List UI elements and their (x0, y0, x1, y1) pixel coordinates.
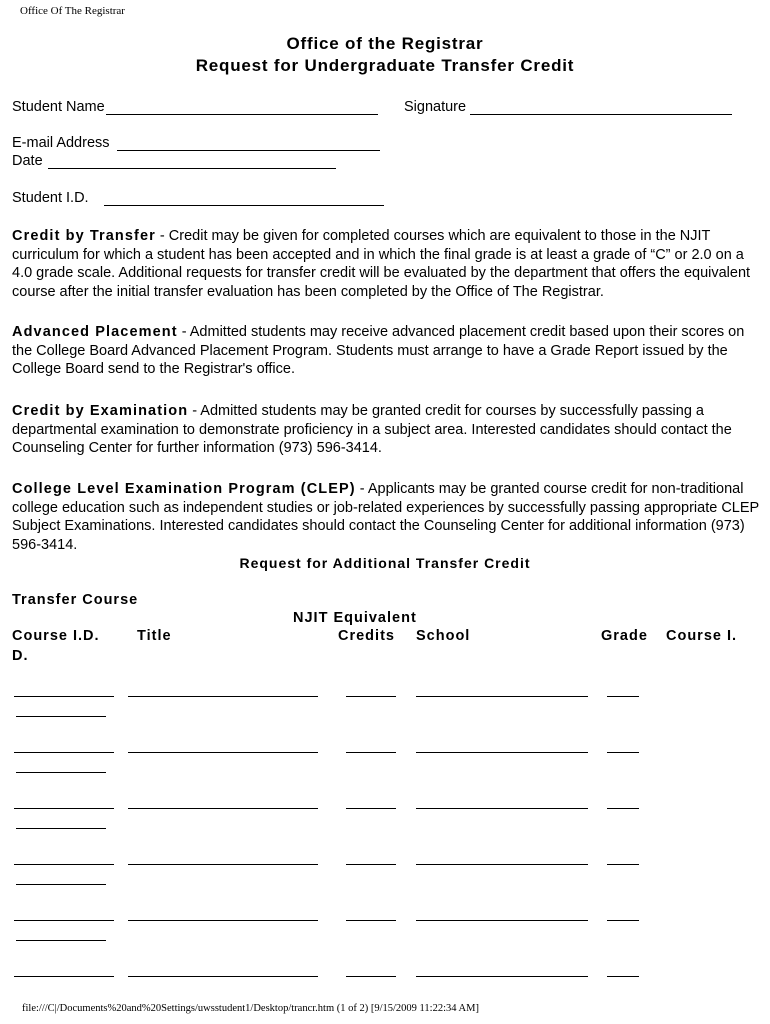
transfer-course-label: Transfer Course (12, 592, 139, 608)
grade-line[interactable] (607, 752, 639, 753)
course-id-line[interactable] (14, 920, 114, 921)
course-id-line[interactable] (14, 808, 114, 809)
date-line[interactable] (48, 168, 336, 169)
title-line[interactable] (128, 808, 318, 809)
school-line[interactable] (416, 976, 588, 977)
date-label: Date (12, 153, 43, 169)
page-title: Office of the Registrar (286, 34, 484, 53)
title-line[interactable] (128, 920, 318, 921)
title-line[interactable] (128, 752, 318, 753)
signature-label: Signature (404, 99, 467, 115)
credits-line[interactable] (346, 864, 396, 865)
course-id-line[interactable] (14, 864, 114, 865)
credits-line[interactable] (346, 752, 396, 753)
course-id-line[interactable] (14, 976, 114, 977)
course-id-line[interactable] (14, 696, 114, 697)
grade-line[interactable] (607, 976, 639, 977)
col-course-id-cont: D. (12, 648, 29, 664)
col-title: Title (137, 628, 172, 644)
grade-line[interactable] (607, 808, 639, 809)
section-text: - Admitted students may be granted credit for courses by successfully passing a departmental examination to demonstrate proficiency in a subject area. Interested candidates should contact the Counseling Center for further information (973) 596-3414. (12, 403, 732, 457)
page-subtitle: Request for Undergraduate Transfer Credit (195, 56, 575, 75)
title-line[interactable] (128, 976, 318, 977)
school-line[interactable] (416, 864, 588, 865)
col-course-id: Course I.D. (12, 628, 100, 644)
col-grade: Grade (601, 628, 648, 644)
student-name-line[interactable] (106, 114, 378, 115)
email-label: E-mail Address (12, 135, 110, 151)
student-id-label: Student I.D. (12, 190, 89, 206)
njit-equivalent-label: NJIT Equivalent (293, 610, 417, 626)
section-label: Advanced Placement (12, 324, 178, 340)
school-line[interactable] (416, 752, 588, 753)
course-id-line[interactable] (14, 752, 114, 753)
col-course-i: Course I. (666, 628, 738, 644)
additional-credit-heading: Request for Additional Transfer Credit (239, 555, 531, 571)
section-text: - Applicants may be granted course credit for non-traditional college education such as independent studies or job-related experiences by successfully passing appropriate CLEP Subject Examinations. Interested candidates should contact the Counseling Center for additional information (973) 596-3414. (12, 481, 759, 554)
student-name-label: Student Name (12, 99, 105, 115)
grade-line[interactable] (607, 696, 639, 697)
credit-by-examination-section (12, 402, 760, 458)
school-line[interactable] (416, 920, 588, 921)
course-id-line-cont[interactable] (16, 940, 106, 941)
school-line[interactable] (416, 696, 588, 697)
title-line[interactable] (128, 696, 318, 697)
course-id-line-cont[interactable] (16, 772, 106, 773)
advanced-placement-section (12, 323, 760, 379)
section-text: - Credit may be given for completed courses which are equivalent to those in the NJIT curriculum for which a student has been accepted and in which the final grade is at least a grade of “C” or 2.0 on a 4.0 grade scale. Additional requests for transfer credit will be evaluated by the department that offers the equivalent course after the initial transfer evaluation has been completed by the Office of The Registrar. (12, 228, 751, 301)
section-label: Credit by Examination (12, 403, 189, 419)
course-id-line-cont[interactable] (16, 828, 106, 829)
credits-line[interactable] (346, 696, 396, 697)
running-header: Office Of The Registrar (20, 5, 125, 17)
school-line[interactable] (416, 808, 588, 809)
credit-by-transfer-section (12, 227, 760, 302)
section-label: College Level Examination Program (CLEP) (12, 481, 356, 497)
course-id-line-cont[interactable] (16, 716, 106, 717)
section-text: - Admitted students may receive advanced placement credit based upon their scores on the College Board Advanced Placement Program. Students must arrange to have a Grade Report issued by the College Board send to the Registrar's office. (12, 324, 745, 378)
col-credits: Credits (338, 628, 395, 644)
email-line[interactable] (117, 150, 380, 151)
col-school: School (416, 628, 471, 644)
student-id-line[interactable] (104, 205, 384, 206)
course-id-line-cont[interactable] (16, 884, 106, 885)
signature-line[interactable] (470, 114, 732, 115)
title-line[interactable] (128, 864, 318, 865)
page-footer: file:///C|/Documents%20and%20Settings/uwsstudent1/Desktop/trancr.htm (1 of 2) [9/15/2009 11:22:34 AM] (22, 1003, 479, 1014)
credits-line[interactable] (346, 808, 396, 809)
section-label: Credit by Transfer (12, 228, 156, 244)
grade-line[interactable] (607, 864, 639, 865)
credits-line[interactable] (346, 920, 396, 921)
clep-section (12, 480, 760, 555)
credits-line[interactable] (346, 976, 396, 977)
grade-line[interactable] (607, 920, 639, 921)
